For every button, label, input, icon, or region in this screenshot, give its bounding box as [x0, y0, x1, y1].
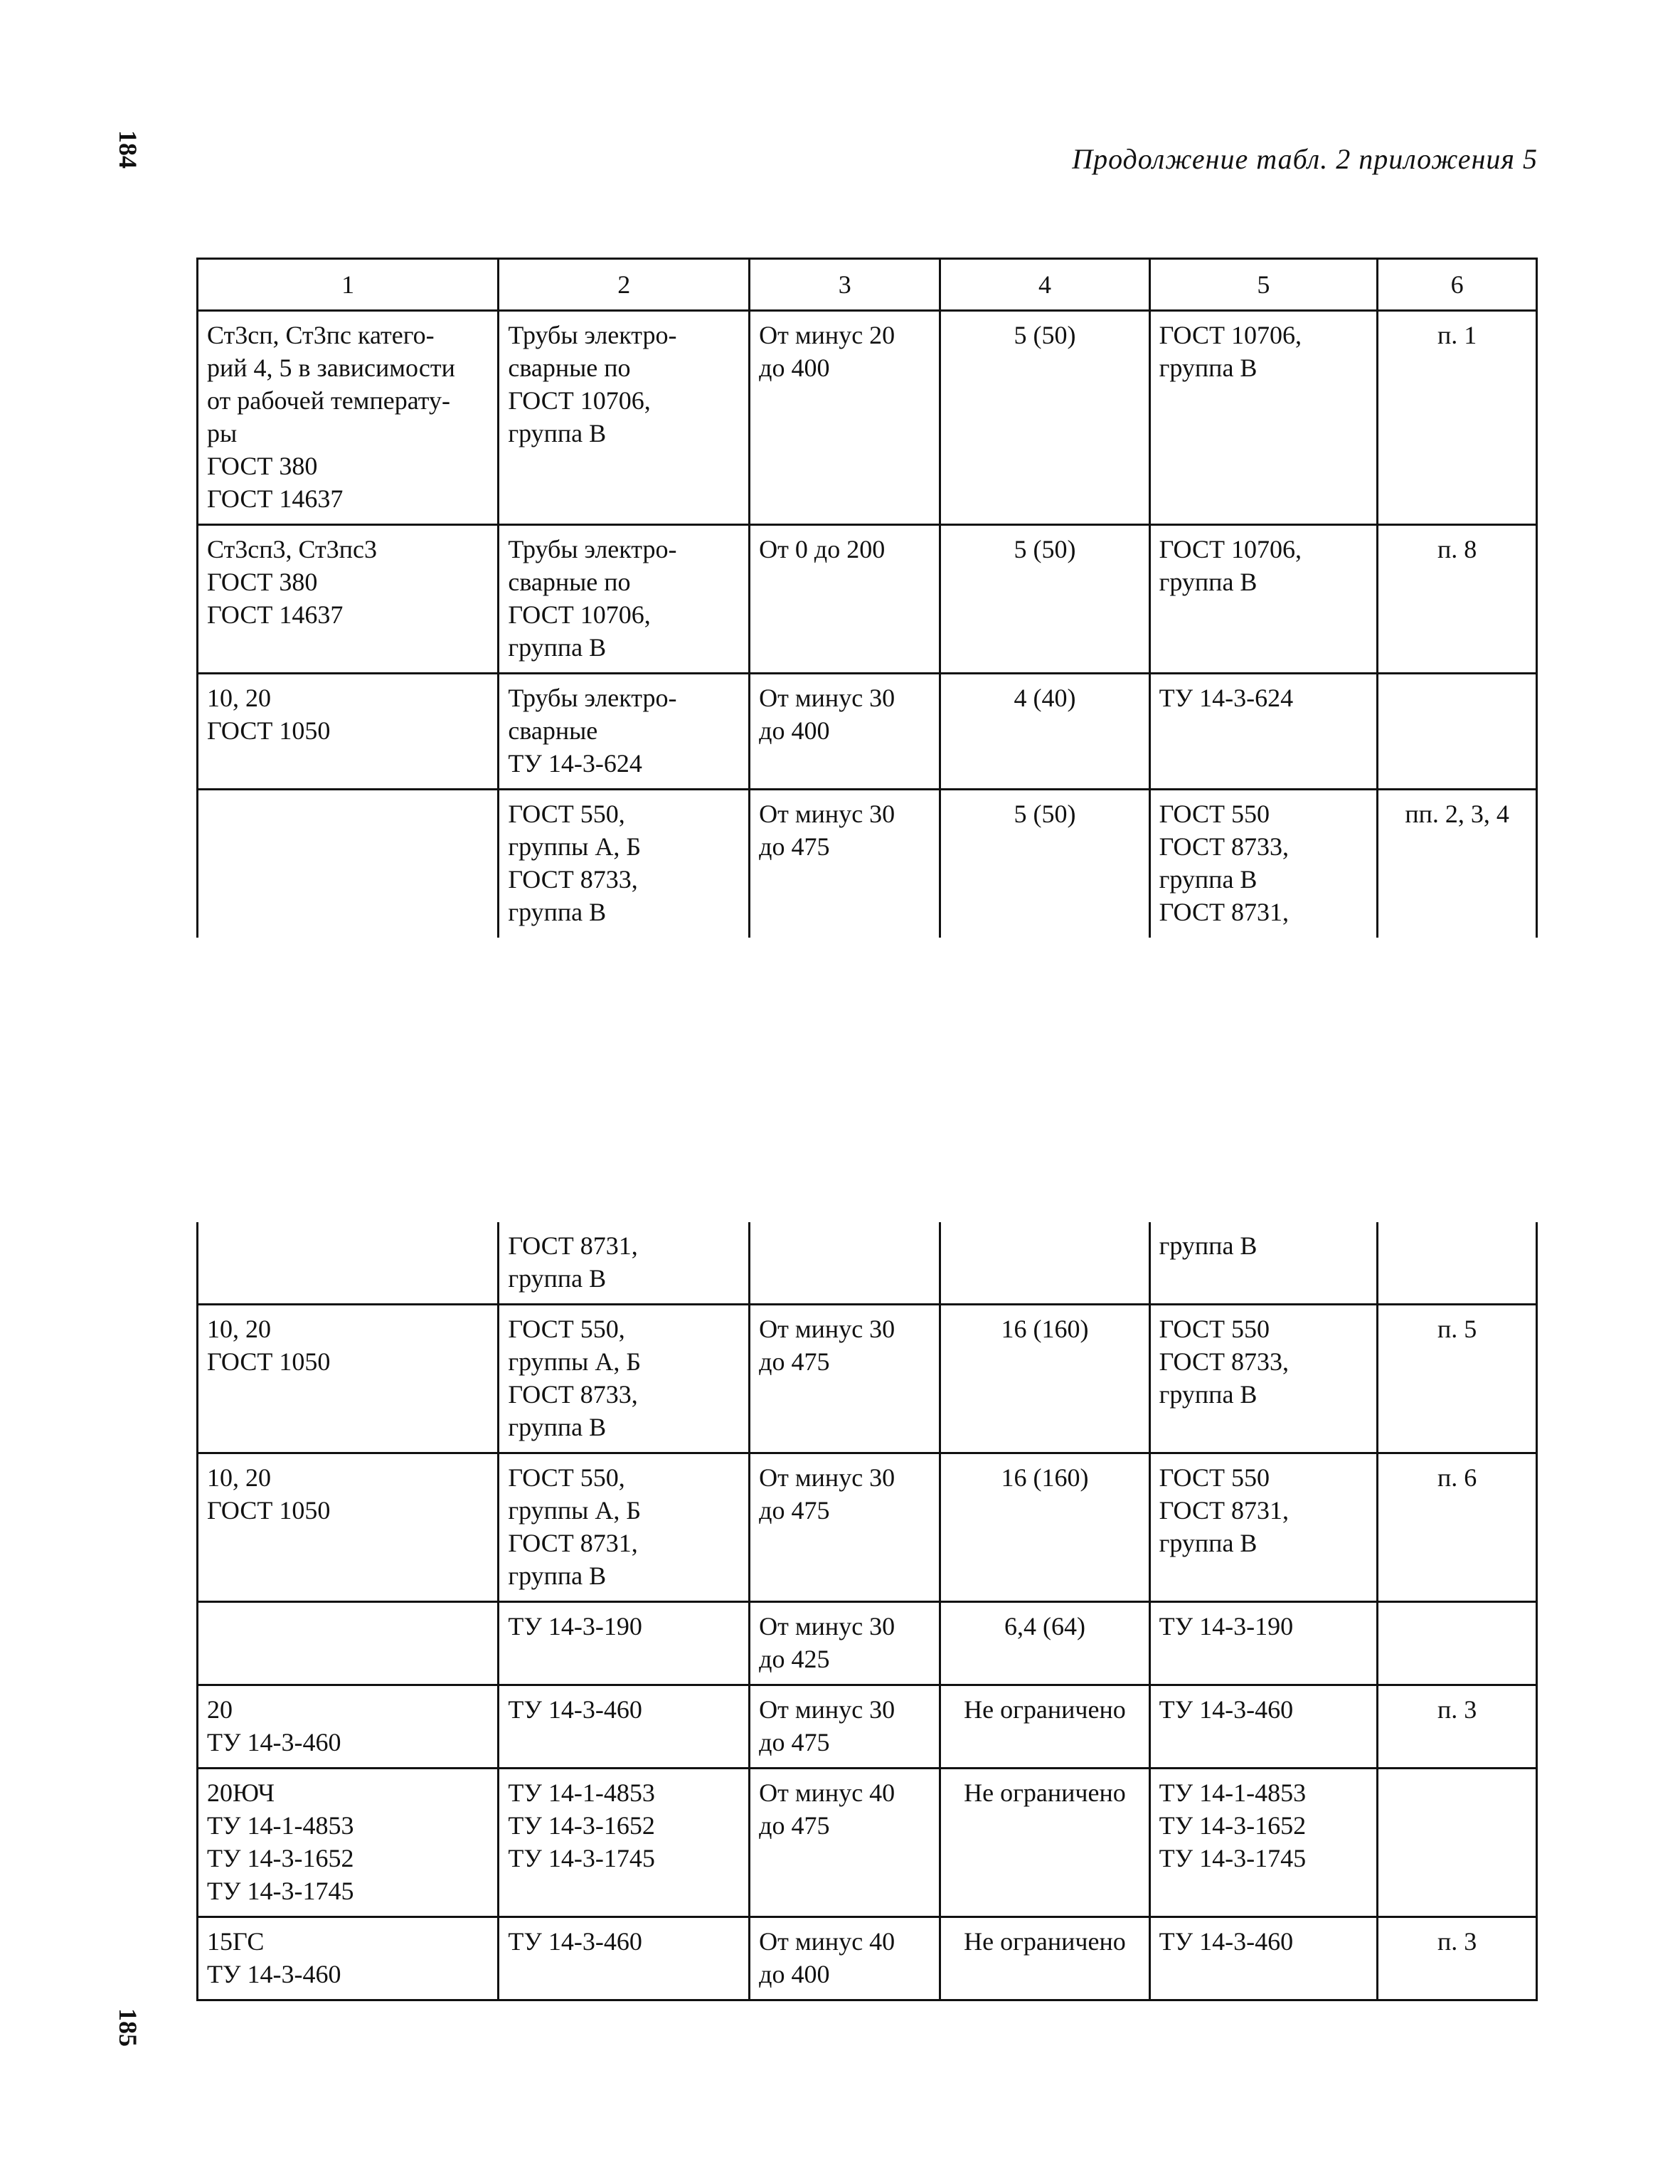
standard-cell: ГОСТ 550 ГОСТ 8731, группа В	[1149, 1453, 1378, 1602]
table-row	[198, 311, 1537, 525]
note-cell: п. 3	[1378, 1917, 1537, 2000]
steel-grade-cell	[198, 790, 499, 938]
pipe-type-cell: Трубы электро- сварные по ГОСТ 10706, группа В	[499, 311, 750, 525]
pipe-type-cell: ГОСТ 550, группы А, Б ГОСТ 8733, группа В	[499, 790, 750, 938]
page-number-bottom: 185	[114, 2008, 142, 2047]
standard-cell: ГОСТ 10706, группа В	[1149, 525, 1378, 674]
pressure-cell: Не ограничено	[940, 1917, 1149, 2000]
temperature-cell: От минус 20 до 400	[750, 311, 940, 525]
steel-grade-cell: 10, 20 ГОСТ 1050	[198, 674, 499, 790]
page-number-top: 184	[114, 130, 142, 169]
temperature-cell: От минус 40 до 400	[750, 1917, 940, 2000]
temperature-cell	[750, 1222, 940, 1305]
note-cell: п. 8	[1378, 525, 1537, 674]
pressure-cell: 4 (40)	[940, 674, 1149, 790]
steel-grade-cell: Ст3сп3, Ст3пс3 ГОСТ 380 ГОСТ 14637	[198, 525, 499, 674]
steel-grade-cell	[198, 1222, 499, 1305]
table-row	[198, 1222, 1537, 1305]
table-bottom-part	[196, 1222, 1538, 2001]
pipe-type-cell: ТУ 14-3-190	[499, 1602, 750, 1685]
temperature-cell: От минус 30 до 475	[750, 790, 940, 938]
pipe-type-cell: Трубы электро- сварные по ГОСТ 10706, группа В	[499, 525, 750, 674]
note-cell	[1378, 674, 1537, 790]
table-row	[198, 1305, 1537, 1453]
pressure-cell: Не ограничено	[940, 1685, 1149, 1769]
header-cell: 4	[940, 259, 1149, 311]
note-cell	[1378, 1602, 1537, 1685]
pipe-type-cell: ТУ 14-1-4853 ТУ 14-3-1652 ТУ 14-3-1745	[499, 1769, 750, 1917]
standard-cell: ГОСТ 10706, группа В	[1149, 311, 1378, 525]
pressure-cell	[940, 1222, 1149, 1305]
pressure-cell: 5 (50)	[940, 790, 1149, 938]
steel-grade-cell: 20ЮЧ ТУ 14-1-4853 ТУ 14-3-1652 ТУ 14-3-1745	[198, 1769, 499, 1917]
table-header-row	[198, 259, 1537, 311]
pipe-type-cell: ТУ 14-3-460	[499, 1685, 750, 1769]
table-row	[198, 790, 1537, 938]
note-cell: п. 3	[1378, 1685, 1537, 1769]
table-row	[198, 1685, 1537, 1769]
note-cell: пп. 2, 3, 4	[1378, 790, 1537, 938]
pressure-cell: 16 (160)	[940, 1305, 1149, 1453]
pipe-type-cell: ТУ 14-3-460	[499, 1917, 750, 2000]
temperature-cell: От минус 30 до 425	[750, 1602, 940, 1685]
note-cell	[1378, 1222, 1537, 1305]
pipe-type-cell: Трубы электро- сварные ТУ 14-3-624	[499, 674, 750, 790]
header-cell: 2	[499, 259, 750, 311]
temperature-cell: От минус 30 до 400	[750, 674, 940, 790]
pressure-cell: 16 (160)	[940, 1453, 1149, 1602]
steel-grade-cell: 10, 20 ГОСТ 1050	[198, 1305, 499, 1453]
standard-cell: ТУ 14-3-624	[1149, 674, 1378, 790]
temperature-cell: От минус 40 до 475	[750, 1769, 940, 1917]
temperature-cell: От минус 30 до 475	[750, 1453, 940, 1602]
standard-cell: ТУ 14-3-190	[1149, 1602, 1378, 1685]
table-continuation-caption: Продолжение табл. 2 приложения 5	[1072, 143, 1538, 175]
standard-cell: ТУ 14-3-460	[1149, 1685, 1378, 1769]
table-row	[198, 1917, 1537, 2000]
pressure-cell: 6,4 (64)	[940, 1602, 1149, 1685]
pressure-cell: 5 (50)	[940, 311, 1149, 525]
note-cell: п. 6	[1378, 1453, 1537, 1602]
table-row	[198, 674, 1537, 790]
note-cell: п. 1	[1378, 311, 1537, 525]
table-top-part	[196, 258, 1538, 938]
header-cell: 6	[1378, 259, 1537, 311]
table-row	[198, 525, 1537, 674]
note-cell	[1378, 1769, 1537, 1917]
temperature-cell: От минус 30 до 475	[750, 1305, 940, 1453]
temperature-cell: От 0 до 200	[750, 525, 940, 674]
temperature-cell: От минус 30 до 475	[750, 1685, 940, 1769]
header-cell: 5	[1149, 259, 1378, 311]
table-row	[198, 1602, 1537, 1685]
standard-cell: ТУ 14-1-4853 ТУ 14-3-1652 ТУ 14-3-1745	[1149, 1769, 1378, 1917]
steel-grade-cell	[198, 1602, 499, 1685]
pressure-cell: Не ограничено	[940, 1769, 1149, 1917]
standard-cell: ГОСТ 550 ГОСТ 8733, группа В ГОСТ 8731,	[1149, 790, 1378, 938]
standard-cell: ТУ 14-3-460	[1149, 1917, 1378, 2000]
steel-grade-cell: 20 ТУ 14-3-460	[198, 1685, 499, 1769]
table-row	[198, 1769, 1537, 1917]
header-cell: 3	[750, 259, 940, 311]
standard-cell: ГОСТ 550 ГОСТ 8733, группа В	[1149, 1305, 1378, 1453]
pipe-type-cell: ГОСТ 550, группы А, Б ГОСТ 8733, группа В	[499, 1305, 750, 1453]
steel-grade-cell: 15ГС ТУ 14-3-460	[198, 1917, 499, 2000]
steel-grade-cell: 10, 20 ГОСТ 1050	[198, 1453, 499, 1602]
standard-cell: группа В	[1149, 1222, 1378, 1305]
header-cell: 1	[198, 259, 499, 311]
steel-grade-cell: Ст3сп, Ст3пс катего- рий 4, 5 в зависимости от рабочей температу- ры ГОСТ 380 ГОСТ 14637	[198, 311, 499, 525]
note-cell: п. 5	[1378, 1305, 1537, 1453]
pipe-type-cell: ГОСТ 8731, группа В	[499, 1222, 750, 1305]
pipe-type-cell: ГОСТ 550, группы А, Б ГОСТ 8731, группа В	[499, 1453, 750, 1602]
pressure-cell: 5 (50)	[940, 525, 1149, 674]
table-row	[198, 1453, 1537, 1602]
